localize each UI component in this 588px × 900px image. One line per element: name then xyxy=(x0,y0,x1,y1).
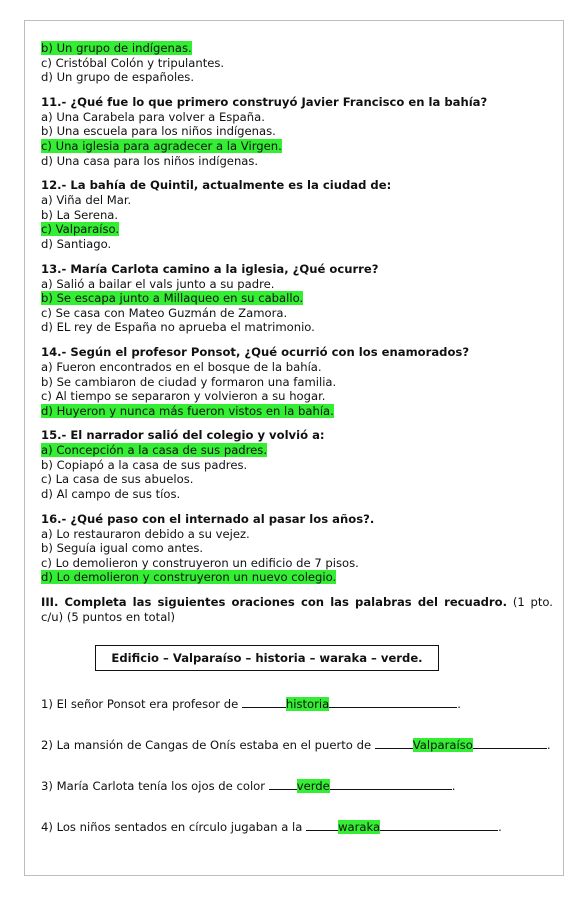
option-a: a) Lo restauraron debido a su vejez. xyxy=(41,526,250,541)
option-c xyxy=(41,139,553,154)
fill-item-3 xyxy=(41,777,553,794)
highlighted-answer: b) Se escapa junto a Millaqueo en su caballo. xyxy=(41,291,304,306)
question-11 xyxy=(41,95,553,168)
option-b xyxy=(41,291,553,306)
option-c: c) Se casa con Mateo Guzmán de Zamora. xyxy=(41,305,288,320)
question-title: 12.- La bahía de Quintil, actualmente es la ciudad de: xyxy=(41,178,392,193)
option-c: c) Lo demolieron y construyeron un edificio de 7 pisos. xyxy=(41,555,359,570)
highlighted-answer: a) Concepción a la casa de sus padres. xyxy=(41,443,268,458)
fill-answer: verde xyxy=(296,779,330,794)
question-13 xyxy=(41,262,553,335)
option-c: c) Al tiempo se separaron y volvieron a su hogar. xyxy=(41,389,326,404)
option-a xyxy=(41,443,553,458)
option-b: b) Seguía igual como antes. xyxy=(41,541,204,556)
question-14 xyxy=(41,345,553,418)
section-3-instructions xyxy=(41,595,553,625)
option-a: a) Viña del Mar. xyxy=(41,193,132,208)
option-b xyxy=(41,41,553,56)
option-c: c) Cristóbal Colón y tripulantes. xyxy=(41,55,225,70)
option-a: a) Salió a bailar el vals junto a su padre. xyxy=(41,276,275,291)
option-d: d) EL rey de España no aprueba el matrimonio. xyxy=(41,320,315,335)
fill-item-4 xyxy=(41,818,553,835)
question-title: 15.- El narrador salió del colegio y volvió a: xyxy=(41,428,325,443)
option-c xyxy=(41,222,553,237)
option-b: b) Copiapó a la casa de sus padres. xyxy=(41,457,248,472)
fill-item-2 xyxy=(41,736,553,753)
fill-suffix: . xyxy=(498,820,502,835)
option-a: a) Fueron encontrados en el bosque de la bahía. xyxy=(41,359,322,374)
partial-question-options xyxy=(41,41,553,85)
option-d xyxy=(41,570,553,585)
fill-suffix: . xyxy=(546,738,551,753)
blank-line xyxy=(330,777,452,790)
option-b: b) Una escuela para los niños indígenas. xyxy=(41,124,276,139)
highlighted-answer: d) Lo demolieron y construyeron un nuevo colegio. xyxy=(41,570,337,585)
fill-suffix: . xyxy=(457,697,461,712)
question-title: 14.- Según el profesor Ponsot, ¿Qué ocurrió con los enamorados? xyxy=(41,344,470,359)
option-d: d) Al campo de sus tíos. xyxy=(41,487,181,502)
blank-line xyxy=(329,695,457,708)
worksheet-page xyxy=(24,20,564,876)
blank-line xyxy=(242,695,286,708)
highlighted-answer: c) Una iglesia para agradecer a la Virgen. xyxy=(41,138,282,153)
blank-line xyxy=(473,736,547,749)
question-15 xyxy=(41,428,553,501)
option-b: b) Se cambiaron de ciudad y formaron una familia. xyxy=(41,374,337,389)
fill-prefix: 4) Los niños sentados en círculo jugaban a la xyxy=(41,820,303,835)
highlighted-answer: c) Valparaíso. xyxy=(41,222,120,237)
fill-suffix: . xyxy=(451,779,456,794)
option-c: c) La casa de sus abuelos. xyxy=(41,472,194,487)
highlighted-answer: b) Un grupo de indígenas. xyxy=(41,41,192,55)
question-title: 16.- ¿Qué paso con el internado al pasar los años?. xyxy=(41,511,375,526)
fill-answer: Valparaíso xyxy=(412,738,473,753)
question-12 xyxy=(41,178,553,251)
highlighted-answer: d) Huyeron y nunca más fueron vistos en la bahía. xyxy=(41,403,334,418)
fill-answer: waraka xyxy=(338,820,381,835)
worksheet-content xyxy=(41,41,553,835)
question-title: 11.- ¿Qué fue lo que primero construyó Javier Francisco en la bahía? xyxy=(41,94,488,109)
option-b: b) La Serena. xyxy=(41,207,119,222)
option-d: d) Un grupo de españoles. xyxy=(41,70,195,85)
option-d: d) Santiago. xyxy=(41,236,112,251)
blank-line xyxy=(269,777,297,790)
option-d xyxy=(41,404,553,419)
question-title: 13.- María Carlota camino a la iglesia, ¿Qué ocurre? xyxy=(41,261,379,276)
fill-prefix: 1) El señor Ponsot era profesor de xyxy=(41,697,239,712)
blank-line xyxy=(380,818,498,831)
section-3-heading: III. Completa las siguientes oraciones con las palabras del recuadro. xyxy=(41,595,508,610)
fill-prefix: 3) María Carlota tenía los ojos de color xyxy=(41,779,266,794)
question-16 xyxy=(41,512,553,585)
option-a: a) Una Carabela para volver a España. xyxy=(41,109,265,124)
word-box: Edificio – Valparaíso – historia – waraka – verde. xyxy=(95,645,439,671)
fill-item-1 xyxy=(41,695,553,712)
option-d: d) Una casa para los niños indígenas. xyxy=(41,153,259,168)
fill-answer: historia xyxy=(285,697,330,712)
blank-line xyxy=(375,736,413,749)
section-3-points: (1 pto. c/u) (5 puntos en total) xyxy=(41,595,553,625)
blank-line xyxy=(306,818,338,831)
fill-prefix: 2) La mansión de Cangas de Onís estaba en el puerto de xyxy=(41,738,372,753)
